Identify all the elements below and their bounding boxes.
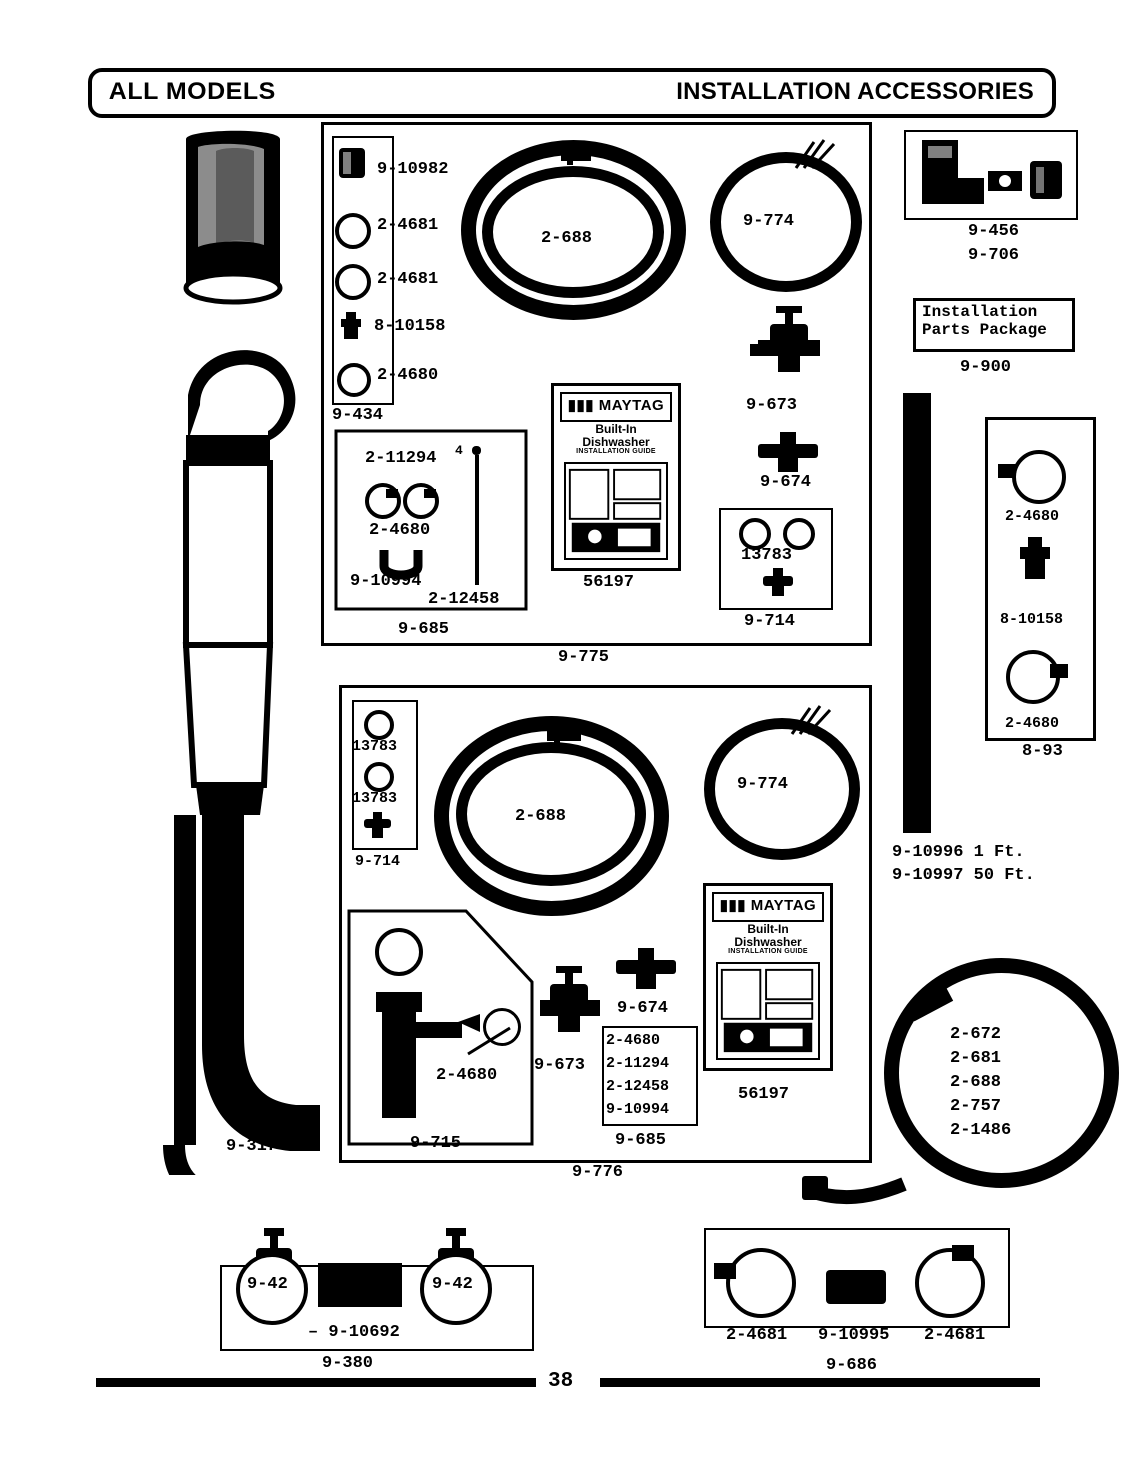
footer-rule-left — [96, 1378, 536, 1387]
group-9-434-caption: 9-434 — [332, 406, 384, 425]
fitting-icon — [762, 568, 796, 598]
label-9-774-bottom: 9-774 — [734, 774, 791, 795]
washer-icon — [375, 928, 423, 976]
block-9-10692 — [318, 1263, 402, 1307]
group-9-380-caption: 9-380 — [322, 1354, 374, 1373]
manual-line3: INSTALLATION GUIDE — [728, 948, 808, 955]
manual-illustration — [716, 962, 820, 1060]
label-9-10997: 9-10997 50 Ft. — [892, 866, 1035, 885]
label-56197-top: 56197 — [583, 573, 635, 592]
sleeve-9-10995 — [826, 1270, 886, 1304]
label-2-4681-left: 2-4681 — [726, 1326, 788, 1345]
label-9-456: 9-456 — [968, 222, 1020, 241]
group-9-775-caption: 9-775 — [558, 648, 610, 667]
manual-56197-bottom — [703, 883, 833, 1071]
label-9-10982: 9-10982 — [377, 160, 449, 179]
washer-icon — [364, 710, 394, 740]
label-13783-top: 13783 — [741, 546, 793, 565]
manual-line1: Built-In — [595, 422, 637, 436]
parts-package-line1: Installation — [922, 303, 1038, 321]
label-2-688-bottom: 2-688 — [512, 806, 569, 827]
manual-line1: Built-In — [747, 922, 789, 936]
label-2-4681-b: 2-4681 — [377, 270, 439, 289]
label-2-4680: 2-4680 — [377, 366, 439, 385]
label-9-10994-top: 9-10994 — [350, 572, 422, 591]
tube-icon — [455, 440, 491, 590]
label-2-4681-right: 2-4681 — [924, 1326, 986, 1345]
manual-line2: Dishwasher — [734, 935, 802, 949]
group-8-93-caption: 8-93 — [1022, 742, 1063, 761]
manual-56197-top — [551, 383, 681, 571]
parts-package-line2: Parts Package — [922, 321, 1047, 339]
label-9-674-bottom: 9-674 — [617, 999, 669, 1018]
fitting-icon — [363, 812, 393, 840]
label-2-1486: 2-1486 — [950, 1121, 1012, 1140]
nut-icon — [986, 163, 1026, 203]
label-8-10158: 8-10158 — [374, 317, 446, 336]
label-9-10995: 9-10995 — [818, 1326, 890, 1345]
label-56197-bottom: 56197 — [738, 1085, 790, 1104]
header-right-title: INSTALLATION ACCESSORIES — [676, 78, 1034, 105]
coupling-icon — [1026, 155, 1066, 207]
label-9-10996: 9-10996 1 Ft. — [892, 843, 1025, 862]
label-8-10158-8-93: 8-10158 — [1000, 611, 1064, 628]
label-2-4680-9-685b: 2-4680 — [606, 1032, 661, 1049]
label-2-757: 2-757 — [950, 1097, 1002, 1116]
label-9-42-a: 9-42 — [247, 1275, 288, 1294]
label-9-673-top: 9-673 — [746, 396, 798, 415]
label-9-774-top: 9-774 — [740, 211, 797, 232]
label-9-900: 9-900 — [960, 358, 1012, 377]
manual-line3: INSTALLATION GUIDE — [576, 448, 656, 455]
label-13783-b2: 13783 — [352, 790, 398, 807]
group-9-685-bottom-caption: 9-685 — [615, 1131, 667, 1150]
footer-rule-right — [600, 1378, 1040, 1387]
group-9-776-caption: 9-776 — [572, 1163, 624, 1182]
label-13783-b1: 13783 — [352, 738, 398, 755]
group-9-685-top-caption: 9-685 — [398, 620, 450, 639]
label-2-4680-top: 2-4680 — [369, 521, 431, 540]
left-part-label: 9-317 — [226, 1137, 278, 1156]
header-left-title: ALL MODELS — [108, 78, 276, 105]
svg-text:4: 4 — [455, 443, 463, 458]
label-9-674-top: 9-674 — [760, 473, 812, 492]
group-9-686-caption: 9-686 — [826, 1356, 878, 1375]
label-2-688-top: 2-688 — [538, 228, 595, 249]
label-2-4680-9-715: 2-4680 — [436, 1066, 498, 1085]
label-2-11294-top: 2-11294 — [365, 449, 437, 468]
manual-line2: Dishwasher — [582, 435, 650, 449]
washer-icon — [364, 762, 394, 792]
clamp-ring-icon — [335, 213, 371, 249]
manual-illustration — [564, 462, 668, 560]
label-2-12458-9-685b: 2-12458 — [606, 1078, 670, 1095]
clamp-ring-icon — [335, 264, 371, 300]
label-2-672: 2-672 — [950, 1025, 1002, 1044]
maytag-brand: ▮▮▮ MAYTAG — [560, 392, 672, 422]
label-2-11294-9-685b: 2-11294 — [606, 1055, 670, 1072]
maytag-brand: ▮▮▮ MAYTAG — [712, 892, 824, 922]
installation-parts-package — [913, 298, 1075, 352]
label-2-681: 2-681 — [950, 1049, 1002, 1068]
label-9-706: 9-706 — [968, 246, 1020, 265]
label-9-10692: – 9-10692 — [308, 1323, 400, 1342]
clamp-ring-icon — [337, 363, 371, 397]
label-2-4680-8-93-a: 2-4680 — [1005, 508, 1060, 525]
elbow-icon — [912, 134, 992, 214]
tubing-strip — [903, 393, 931, 833]
page-header — [88, 68, 1056, 118]
label-9-673-bottom: 9-673 — [534, 1056, 586, 1075]
label-2-12458-top: 2-12458 — [428, 590, 500, 609]
label-2-688-right: 2-688 — [950, 1073, 1002, 1092]
group-9-715-caption: 9-715 — [410, 1134, 462, 1153]
label-2-4681-a: 2-4681 — [377, 216, 439, 235]
label-2-4680-8-93-b: 2-4680 — [1005, 715, 1060, 732]
connector-icon — [338, 311, 364, 341]
group-9-714-bottom-caption: 9-714 — [355, 853, 401, 870]
page-number: 38 — [548, 1370, 574, 1393]
group-9-714-top-caption: 9-714 — [744, 612, 796, 631]
label-9-42-b: 9-42 — [432, 1275, 473, 1294]
label-9-10994-9-685b: 9-10994 — [606, 1101, 670, 1118]
